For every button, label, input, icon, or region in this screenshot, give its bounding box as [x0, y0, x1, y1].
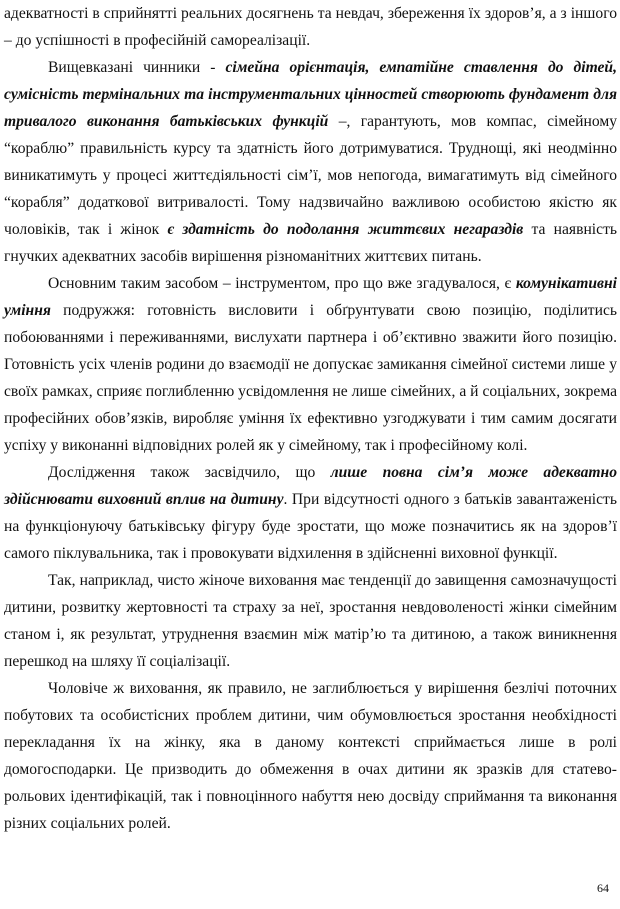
text-run: та наявність гнучких адекватних засобів вирішення різноманітних життєвих питань. — [4, 221, 617, 265]
text-run: адекватності в сприйнятті реальних досягнень та невдач, збереження їх здоров’я, а з іншого – до успішності в професійній самореалізації. — [4, 5, 617, 49]
paragraph — [4, 54, 617, 270]
text-run: Дослідження також засвідчило, що — [48, 464, 331, 481]
paragraph — [4, 0, 617, 54]
emphasized-text: комунікативні уміння — [4, 275, 617, 319]
paragraph — [4, 459, 617, 567]
emphasized-text: лише повна сім’я може адекватно здійснювати виховний вплив на дитину — [4, 464, 617, 508]
text-run: Основним таким засобом – інструментом, про що вже згадувалося, є — [48, 275, 516, 292]
paragraph — [4, 567, 617, 675]
page-number: 64 — [597, 881, 609, 895]
paragraph — [4, 270, 617, 459]
paragraph — [4, 675, 617, 837]
text-run: –, гарантують, мов компас, сімейному “кораблю” правильність курсу та здатність його дотримуватися. Труднощі, які неодмінно виникатимуть у процесі життєдіяльності сім’ї, мов непогода, вимагатимуть від сімейного “корабля” додаткової витривалості. Тому надзвичайно важливою особистою якістю як чоловіків, так і жінок — [4, 113, 617, 238]
text-run: . При відсутності одного з батьків завантаженість на функціонуючу батьківську фігуру буде зростати, що може позначитись як на здоров’ї самого піклувальника, так і провокувати відхилення в здійсненні виховної функції. — [4, 491, 617, 562]
body-text — [4, 0, 617, 837]
text-run: Чоловіче ж виховання, як правило, не заглиблюється у вирішення безлічі поточних побутових та особистісних проблем дитини, чим обумовлюється зростання необхідності перекладання їх на жінку, яка в даному контексті сприймається лише в ролі домогосподарки. Це призводить до обмеження в очах дитини як зразків для статево-рольових ідентифікацій, так і повноцінного набуття нею досвіду сприймання та виконання різних соціальних ролей. — [4, 680, 617, 832]
text-run: Вищевказані чинники - — [48, 59, 226, 76]
emphasized-text: є здатність до подолання життєвих негараздів — [167, 221, 524, 238]
text-run: подружжя: готовність висловити і обґрунтувати свою позицію, поділитись побоюваннями і переживаннями, вислухати партнера і об’єктивно зважити його позицію. Готовність усіх членів родини до взаємодії не допускає замикання сімейної системи лише у своїх рамках, сприяє поглибленню усвідомлення не лише сімейних, а й соціальних, зокрема професійних обов’язків, виробляє уміння їх ефективно узгоджувати і тим самим досягати успіху у виконанні відповідних ролей як у сімейному, так і професійному колі. — [4, 302, 617, 454]
emphasized-text: сімейна орієнтація, емпатійне ставлення до дітей, сумісність термінальних та інструментальних цінностей створюють фундамент для тривалого виконання батьківських функцій — [4, 59, 617, 130]
text-run: Так, наприклад, чисто жіноче виховання має тенденції до завищення самозначущості дитини, розвитку жертовності та страху за неї, зростання невдоволеності жінки сімейним станом і, як результат, утруднення взаємин між матір’ю та дитиною, а також виникнення перешкод на шляху її соціалізації. — [4, 572, 617, 670]
